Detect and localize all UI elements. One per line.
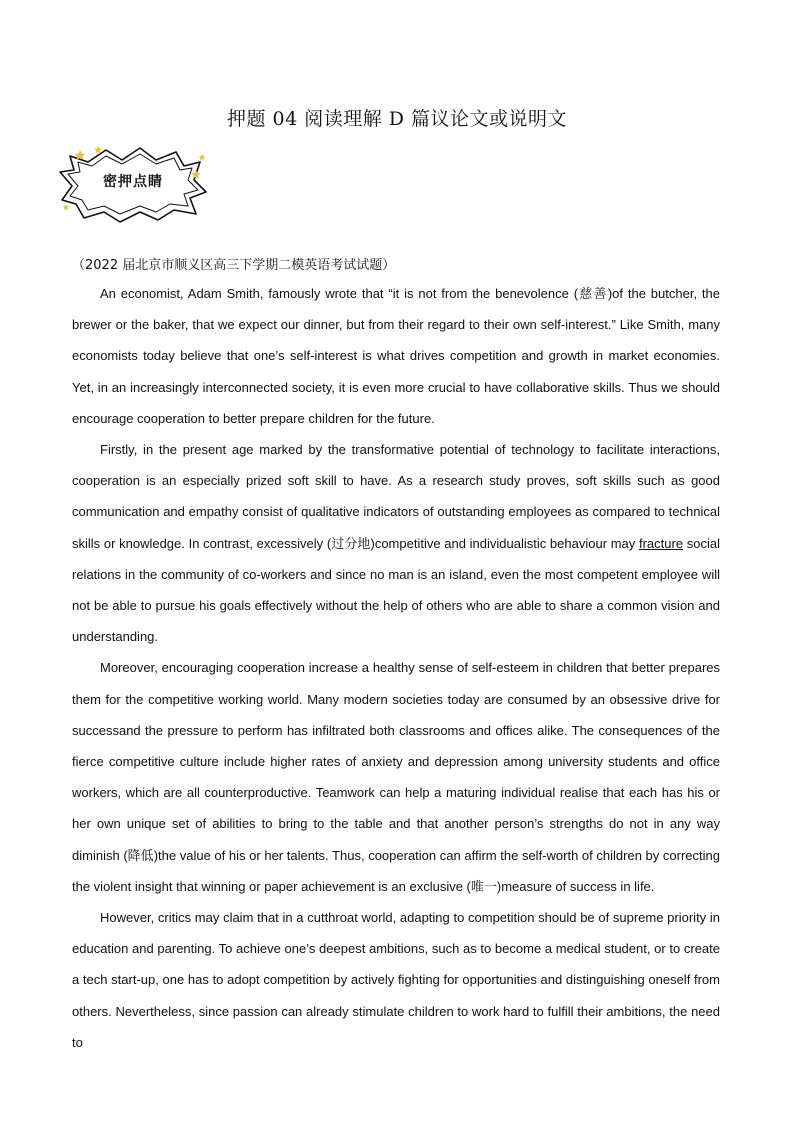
star-icon bbox=[199, 154, 206, 160]
paragraph-1: An economist, Adam Smith, famously wrote that “it is not from the benevolence (慈善)of the butcher, the brewer or the baker, that we expect our dinner, but from their regard to their own self-interest.” Like Smith, many economists today believe that one’s self-interest is what drives competition and growth in market economies. Yet, in an increasingly interconnected society, it is even more crucial to have collaborative skills. Thus we should encourage cooperation to better prepare children for the future. bbox=[72, 286, 720, 426]
source-citation: （2022 届北京市顺义区高三下学期二模英语考试试题） bbox=[72, 258, 396, 273]
star-icon bbox=[63, 204, 70, 210]
paragraph-3: Moreover, encouraging cooperation increase a healthy sense of self-esteem in children that better prepares them for the competitive working world. Many modern societies today are consumed by an obsessive drive for successand the pressure to perform has infiltrated both classrooms and offices alike. The consequences of the fierce competitive culture include higher rates of anxiety and depression among university students and office workers, which are all counterproductive. Teamwork can help a maturing individual realise that each has his or her own unique set of abilities to bring to the table and that another person’s strengths do not in any way diminish (降低)the value of his or her talents. Thus, cooperation can affirm the self-worth of children by correcting the violent insight that winning or paper achievement is an exclusive (唯一)measure of success in life. bbox=[72, 660, 720, 894]
paragraph-4: However, critics may claim that in a cutthroat world, adapting to competition should be of supreme priority in education and parenting. To achieve one’s deepest ambitions, such as to become a medical student, or to create a tech start-up, one has to adopt competition by actively fighting for opportunities and distinguishing oneself from others. Nevertheless, since passion can already stimulate children to work hard to fulfill their ambitions, the need to bbox=[72, 910, 720, 1050]
paragraph-2-text-b: social relations in the community of co-workers and since no man is an island, even the most competent employee will not be able to pursue his goals effectively without the help of others who are able to share a common vision and understanding. bbox=[72, 535, 720, 645]
badge-label: 密押点睛 bbox=[103, 174, 163, 190]
star-icon bbox=[94, 146, 102, 153]
page-title: 押题 04 阅读理解 D 篇议论文或说明文 bbox=[226, 108, 568, 130]
section-badge bbox=[58, 142, 208, 224]
paragraph-2-text-a: Firstly, in the present age marked by the transformative potential of technology to facilitate interactions, cooperation is an especially prized soft skill to have. As a research study proves, soft skills such as good communication and empathy consist of qualitative indicators of outstanding employees as compared to technical skills or knowledge. In contrast, excessively (过分地)competitive and individualistic behaviour may bbox=[72, 442, 720, 551]
paragraph-2 bbox=[72, 434, 720, 652]
article-body bbox=[72, 278, 720, 1058]
underlined-word: fracture bbox=[638, 535, 684, 551]
